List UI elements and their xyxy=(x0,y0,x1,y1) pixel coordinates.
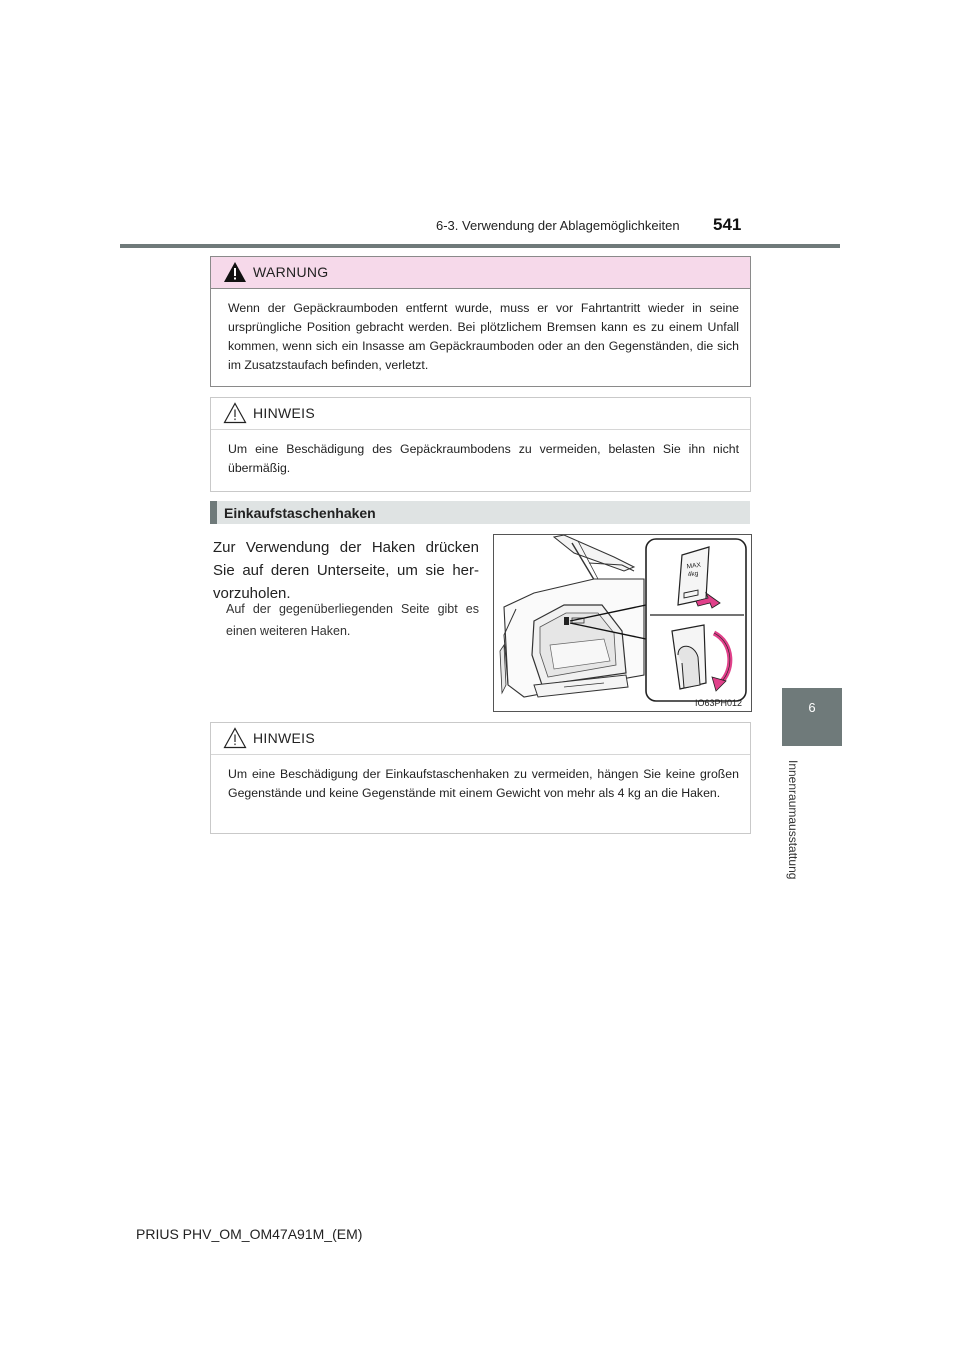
instruction-text: Zur Verwendung der Haken drücken Sie auf deren Unterseite, um sie her- vorzuholen. xyxy=(213,539,479,602)
warning-box xyxy=(210,256,751,387)
warning-text: Wenn der Gepäckraumboden entfernt wurde, muss er vor Fahrtantritt wieder in seine ursprüngliche Position gebracht werden. Bei plötzlichem Bremsen kann es zu einem Unfall kommen, wenn sich ein Insasse am Gepäckraumboden oder an den Gegenständen, die sich im Zusatzstaufach befinden, verletzt. xyxy=(228,301,739,372)
instruction-note: Auf der gegenüberliegenden Seite gibt es einen weiteren Haken. xyxy=(226,602,479,638)
warning-triangle-icon xyxy=(223,261,247,283)
notice-box xyxy=(210,722,751,834)
illustration-code: IO63PH012 xyxy=(695,698,743,708)
section-title: 6-3. Verwendung der Ablagemöglichkeiten xyxy=(436,218,680,233)
notice-text: Um eine Beschädigung der Einkaufstaschenhaken zu vermeiden, hängen Sie keine großen Gegenstände und keine Gegenstände mit einem Gewicht von mehr als 4 kg an die Haken. xyxy=(228,767,739,800)
notice-text: Um eine Beschädigung des Gepäckraumbodens zu vermeiden, belasten Sie ihn nicht übermäßig. xyxy=(228,442,739,475)
hook-label-max: MAX xyxy=(686,561,702,571)
chapter-tab xyxy=(782,688,842,746)
caution-triangle-icon xyxy=(223,402,247,424)
notice-label: HINWEIS xyxy=(253,405,315,421)
hook-illustration xyxy=(493,534,752,712)
trunk-drawing xyxy=(494,535,751,711)
notice-header xyxy=(211,398,750,430)
notice-label: HINWEIS xyxy=(253,730,315,746)
hook-label-weight: 4kg xyxy=(687,570,699,579)
warning-label: WARNUNG xyxy=(253,264,329,280)
warning-header xyxy=(211,257,750,289)
footer-model-code: PRIUS PHV_OM_OM47A91M_(EM) xyxy=(136,1226,363,1242)
notice-box xyxy=(210,397,751,492)
page-number: 541 xyxy=(713,215,742,234)
header-rule xyxy=(120,244,840,248)
caution-triangle-icon xyxy=(223,727,247,749)
subsection-title: Einkaufstaschenhaken xyxy=(224,505,376,521)
notice-header xyxy=(211,723,750,755)
chapter-title-wrap xyxy=(781,760,805,890)
chapter-title: Innenraumausstattung xyxy=(786,760,800,880)
subsection-accent xyxy=(210,501,217,524)
chapter-number: 6 xyxy=(808,700,816,715)
